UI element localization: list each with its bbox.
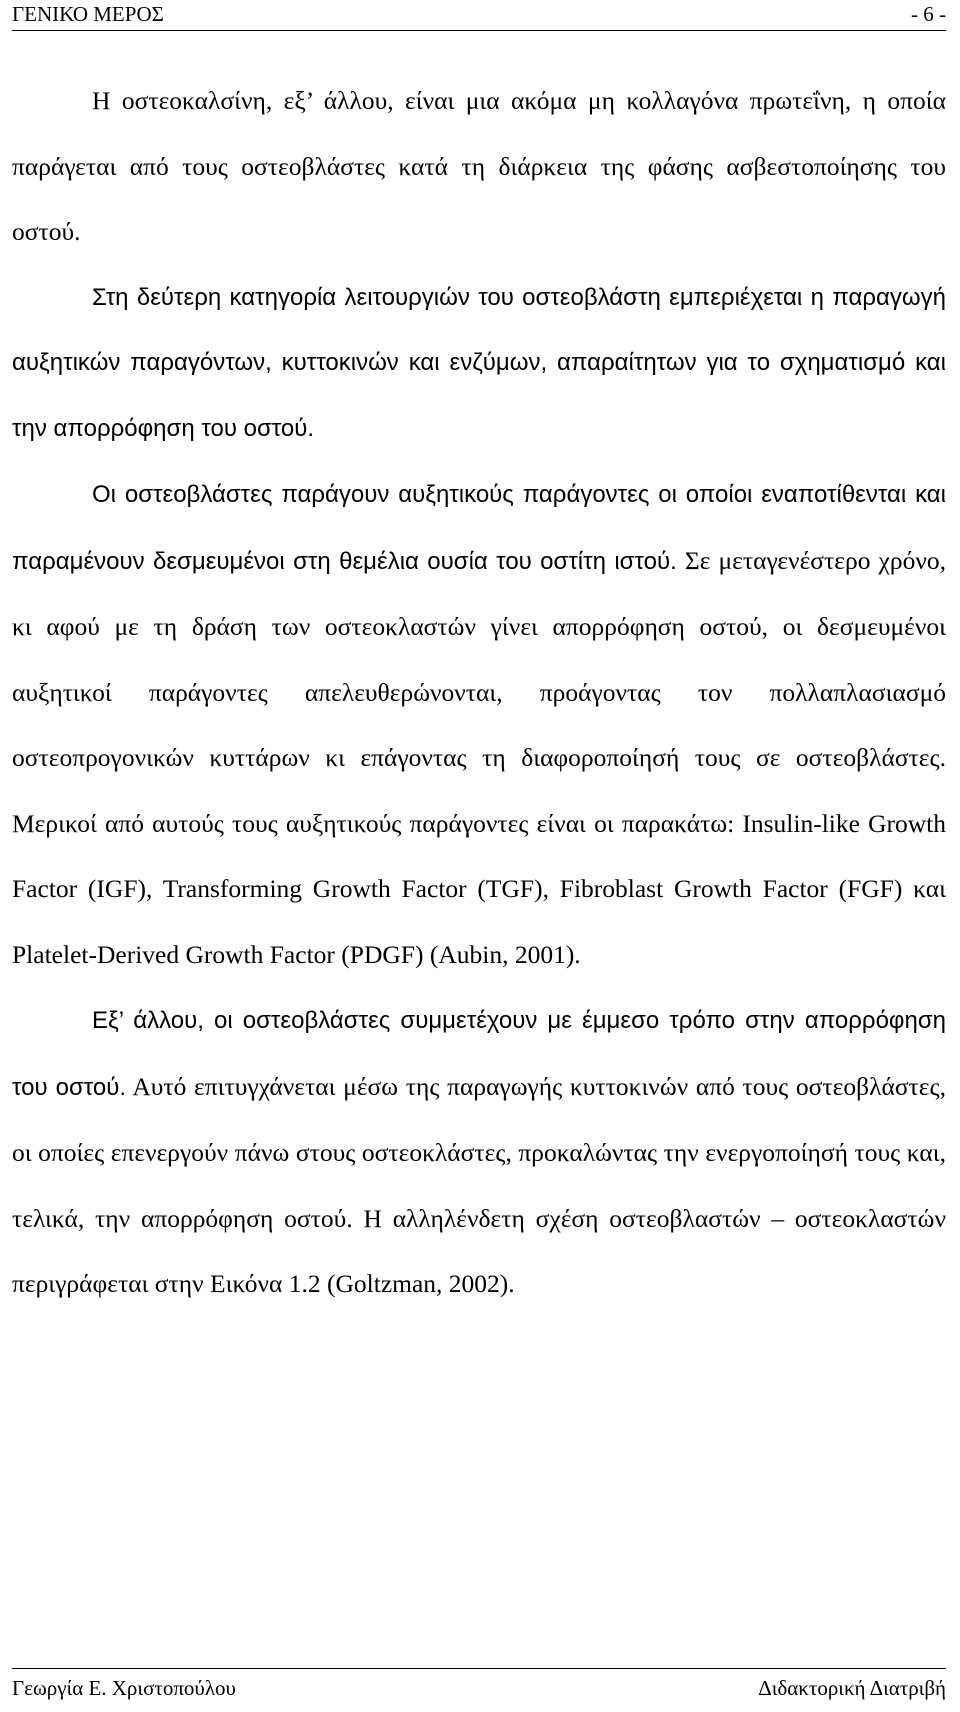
paragraph-growth-factors-serif: Σε μεταγενέστερο χρόνο, κι αφού με τη δράση των οστεοκλαστών γίνει απορρόφηση οστού, οι δεσμευμένοι αυξητικοί παράγοντες απελευθερώνονται, προάγοντας τον πολλαπλασιασμό οστεοπρογονικών κυττάρων κι επάγοντας τη διαφοροποίησή τους σε οστεοβλάστες. Μερικοί από αυτούς τους αυξητικούς παράγοντες είναι οι παρακάτω: Insulin-like Growth Factor (IGF), Transforming Growth Factor (TGF), Fibroblast Growth Factor (FGF) και Platelet-Derived Growth Factor (PDGF) (Aubin, 2001). — [12, 545, 946, 969]
footer-author: Γεωργία Ε. Χριστοπούλου — [12, 1676, 236, 1700]
section-title: ΓΕΝΙΚΟ ΜΕΡΟΣ — [12, 2, 164, 26]
paragraph-growth-factors — [12, 461, 946, 987]
paragraph-resorption-serif: Αυτό επιτυγχάνεται μέσω της παραγωγής κυττοκινών από τους οστεοβλάστες, οι οποίες επενεργούν πάνω στους οστεοκλάστες, προκαλώντας την ενεργοποίησή τους και, τελικά, την απορρόφηση οστού. Η αλληλένδετη σχέση οστεοβλαστών – οστεοκλαστών περιγράφεται στην Εικόνα 1.2 (Goltzman, 2002). — [12, 1071, 946, 1298]
body-text — [12, 68, 946, 1317]
page-number: - 6 - — [911, 2, 946, 26]
paragraph-growth-factors-intro: Στη δεύτερη κατηγορία λειτουργιών του οστεοβλάστη εμπεριέχεται η παραγωγή αυξητικών παραγόντων, κυττοκινών και ενζύμων, απαραίτητων για το σχηματισμό και την απορρόφηση του οστού. — [12, 283, 946, 442]
page-header — [12, 0, 946, 31]
page-footer — [12, 1668, 946, 1705]
paragraph-osteocalcin: Η οστεοκαλσίνη, εξ’ άλλου, είναι μια ακόμα μη κολλαγόνα πρωτεΐνη, η οποία παράγεται από τους οστεοβλάστες κατά τη διάρκεια της φάσης ασβεστοποίησης του οστού. — [12, 86, 946, 246]
footer-document-type: Διδακτορική Διατριβή — [758, 1676, 946, 1700]
paragraph-resorption-sans: Εξ’ άλλου, οι οστεοβλάστες συμμετέχουν με έμμεσο τρόπο στην απορρόφηση του οστού. — [12, 1007, 946, 1101]
paragraph-growth-factors-sans: Οι οστεοβλάστες παράγουν αυξητικούς παράγοντες οι οποίοι εναποτίθενται και παραμένουν δεσμευμένοι στη θεμέλια ουσία του οστίτη ιστού. — [12, 481, 946, 575]
paragraph-resorption — [12, 987, 946, 1317]
